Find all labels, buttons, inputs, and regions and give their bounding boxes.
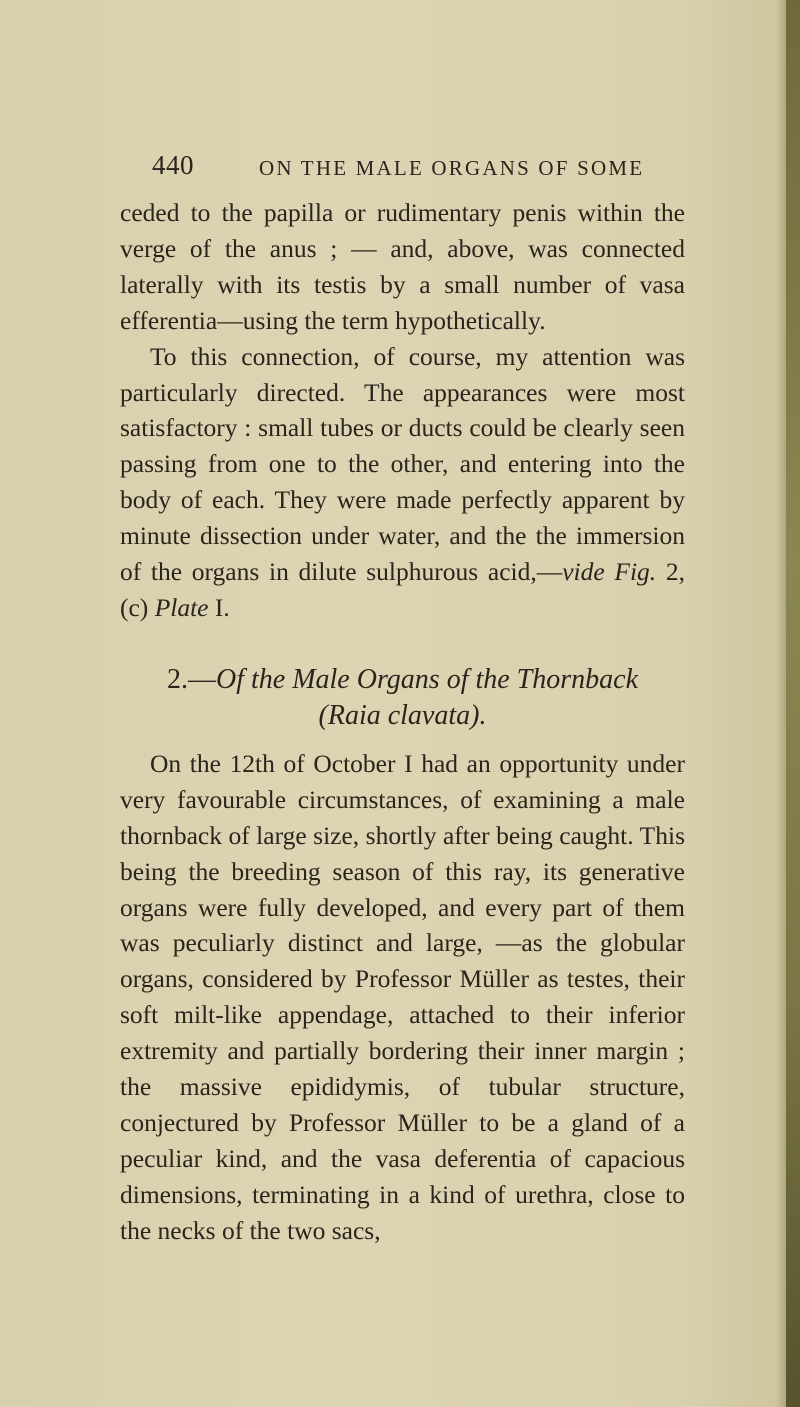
section-title-line2: (Raia clavata). — [318, 699, 487, 731]
page-number: 440 — [152, 150, 194, 180]
section-heading — [120, 662, 685, 734]
fig-ref: Fig. — [614, 557, 657, 587]
page-edge-shadow — [776, 0, 786, 1407]
running-head — [152, 150, 652, 190]
vide-ref: vide — [562, 557, 605, 587]
running-head-title: ON THE MALE ORGANS OF SOME — [259, 156, 645, 180]
fig-number: 2, (c) — [120, 557, 685, 622]
paragraph-connection-text: To this connection, of course, my attention was particularly directed. The appearances were most satisfactory : small tubes or ducts could be clearly seen passing from one to the other, and entering into the body of each. They were made perfectly apparent by minute dissection under water, and the the immersion of the organs in dilute sulphurous acid,— — [120, 341, 685, 587]
page-edge-binding — [786, 0, 800, 1407]
paragraph-connection — [120, 339, 685, 626]
body-text — [120, 195, 685, 1249]
paragraph-continuation: ceded to the papilla or rudimentary penis within the verge of the anus ; — and, above, was connected laterally with its testis by a small number of vasa efferentia—using the term hypothetically. — [120, 198, 685, 335]
paragraph-thornback: On the 12th of October I had an opportunity under very favourable circumstances, of examining a male thornback of large size, shortly after being caught. This being the breeding season of this ray, its generative organs were fully developed, and every part of them was peculiarly distinct and large, —as the globular organs, considered by Professor Müller as testes, their soft milt-like appendage, attached to their inferior extremity and partially bordering their inner margin ; the massive epididymis, of tubular structure, conjectured by Professor Müller to be a gland of a peculiar kind, and the vasa deferentia of capacious dimensions, terminating in a kind of urethra, close to the necks of the two sacs, — [120, 748, 685, 1245]
plate-ref: Plate — [154, 592, 209, 622]
section-title-line1: Of the Male Organs of the Thornback — [215, 663, 639, 695]
plate-number: I. — [208, 592, 230, 622]
section-number: 2.— — [166, 663, 216, 695]
